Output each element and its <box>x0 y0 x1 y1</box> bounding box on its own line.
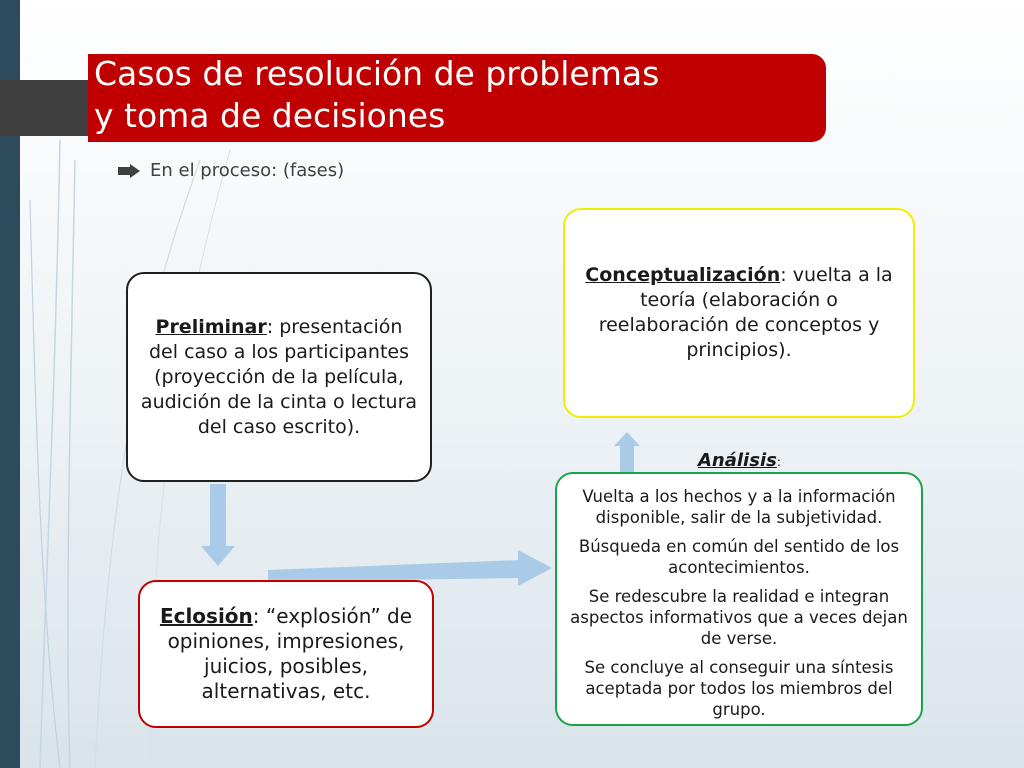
phase-eclosion-text <box>150 604 422 704</box>
phase-eclosion-description: : “explosión” de opiniones, impresiones, juicios, posibles, alternativas, etc. <box>167 604 413 703</box>
phase-conceptualizacion-text <box>575 263 903 363</box>
phase-conceptualizacion-name: Conceptualización <box>585 264 781 286</box>
bullet-text: En el proceso: (fases) <box>150 160 345 181</box>
analisis-paragraph: Se concluye al conseguir una síntesis aceptada por todos los miembros del grupo. <box>584 658 894 719</box>
analisis-paragraph: Búsqueda en común del sentido de los acontecimientos. <box>578 537 900 577</box>
phase-analisis-label <box>698 450 781 471</box>
phase-eclosion-name: Eclosión <box>159 604 253 628</box>
phase-conceptualizacion-description: : vuelta a la teoría (elaboración o reelaboración de conceptos y principios). <box>598 264 893 361</box>
phase-eclosion-box <box>138 580 434 728</box>
analisis-paragraph: Vuelta a los hechos y a la información disponible, salir de la subjetividad. <box>582 487 896 527</box>
phase-preliminar-name: Preliminar <box>155 315 267 338</box>
arrow-preliminar-to-eclosion <box>201 484 235 566</box>
phase-conceptualizacion-box <box>563 208 915 418</box>
analisis-paragraph: Se redescubre la realidad e integran aspectos informativos que a veces dejan de verse. <box>570 587 908 648</box>
phase-analisis-box <box>555 472 923 726</box>
title-line-2: y toma de decisiones <box>94 96 446 135</box>
phase-preliminar-text <box>138 315 420 440</box>
phase-analisis-name: Análisis <box>698 450 777 471</box>
phase-analisis-suffix: : <box>776 455 781 469</box>
title-line-1: Casos de resolución de problemas <box>94 54 660 93</box>
phase-preliminar-description: : presentación del caso a los participantes (proyección de la película, audición de la cinta o lectura del caso escrito). <box>140 315 418 438</box>
arrow-analisis-to-conceptualizacion <box>614 432 640 472</box>
phase-preliminar-box <box>126 272 432 482</box>
